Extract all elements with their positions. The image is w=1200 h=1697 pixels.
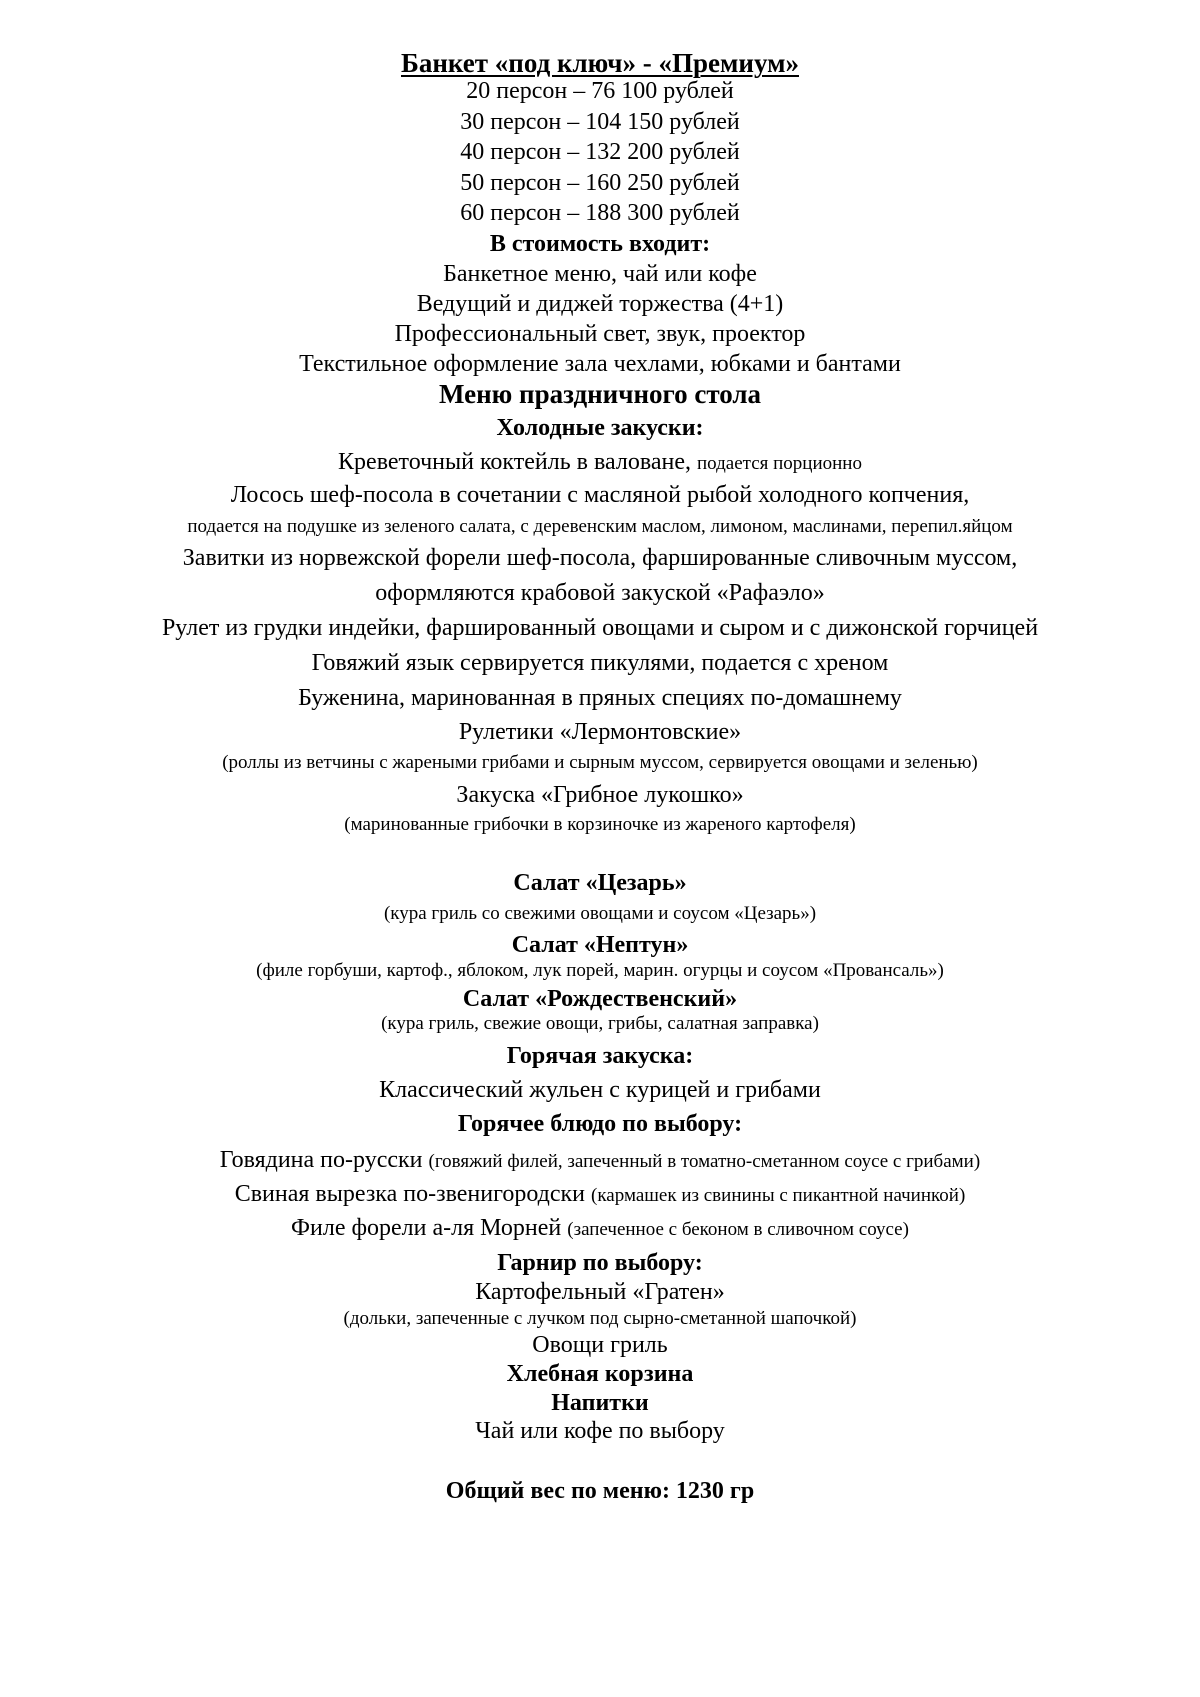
menu-item-name: Овощи гриль xyxy=(532,1332,668,1358)
salad-name: Салат «Цезарь» xyxy=(513,870,687,896)
menu-item-name: Рулетики «Лермонтовские» xyxy=(458,719,742,745)
price-line: 60 персон – 188 300 рублей xyxy=(460,200,740,226)
menu-item-name: Картофельный «Гратен» xyxy=(475,1279,725,1305)
menu-item xyxy=(0,1182,1200,1206)
menu-item-name: Креветочный коктейль в валоване, xyxy=(338,449,698,475)
menu-item-name: Буженина, маринованная в пряных специях по-домашнему xyxy=(298,685,902,711)
menu-item-note: (говяжий филей, запеченный в томатно-сметанном соусе с грибами) xyxy=(428,1151,981,1172)
salad-name: Салат «Рождественский» xyxy=(462,986,738,1012)
menu-item-note: подается на подушке из зеленого салата, с деревенским маслом, лимоном, маслинами, перепил.яйцом xyxy=(187,516,1013,537)
price-line: 40 персон – 132 200 рублей xyxy=(460,139,740,165)
menu-item xyxy=(0,450,1200,474)
menu-item-name: Закуска «Грибное лукошко» xyxy=(456,782,744,808)
menu-item-name: Филе форели а-ля Морней xyxy=(291,1215,568,1241)
menu-item-note: (дольки, запеченные с лучком под сырно-сметанной шапочкой) xyxy=(343,1308,857,1329)
menu-item xyxy=(0,1216,1200,1240)
salad-note: (кура гриль со свежими овощами и соусом «Цезарь») xyxy=(383,903,817,924)
hot-dish-heading: Горячее блюдо по выбору: xyxy=(457,1111,743,1137)
total-weight: Общий вес по меню: 1230 гр xyxy=(445,1478,755,1504)
salad-name: Салат «Нептун» xyxy=(511,932,689,958)
included-item: Текстильное оформление зала чехлами, юбками и бантами xyxy=(299,351,901,377)
menu-item xyxy=(0,1148,1200,1172)
menu-item-note: (роллы из ветчины с жареными грибами и сырным муссом, сервируется овощами и зеленью) xyxy=(222,752,978,773)
menu-item-name: Говядина по-русски xyxy=(219,1147,429,1173)
bread-heading: Хлебная корзина xyxy=(506,1361,694,1387)
price-line: 20 персон – 76 100 рублей xyxy=(466,78,734,104)
included-item: Профессиональный свет, звук, проектор xyxy=(394,321,806,347)
menu-item-note: (маринованные грибочки в корзиночке из жареного картофеля) xyxy=(344,814,856,835)
menu-item-note: подается порционно xyxy=(697,453,862,474)
menu-item-name: Завитки из норвежской форели шеф-посола, фаршированные сливочным муссом, xyxy=(182,545,1018,571)
menu-item-name: Чай или кофе по выбору xyxy=(475,1418,725,1444)
included-item: Банкетное меню, чай или кофе xyxy=(443,261,757,287)
menu-item-note: (запеченное с беконом в сливочном соусе) xyxy=(567,1219,909,1240)
salad-note: (кура гриль, свежие овощи, грибы, салатная заправка) xyxy=(381,1013,819,1034)
hot-snack-heading: Горячая закуска: xyxy=(506,1043,694,1069)
menu-item-name: оформляются крабовой закуской «Рафаэло» xyxy=(375,580,825,606)
menu-title: Меню праздничного стола xyxy=(438,379,762,409)
cold-snacks-heading: Холодные закуски: xyxy=(496,415,704,441)
included-item: Ведущий и диджей торжества (4+1) xyxy=(416,291,784,317)
garnish-heading: Гарнир по выбору: xyxy=(497,1250,703,1276)
menu-item-name: Классический жульен с курицей и грибами xyxy=(379,1077,821,1103)
menu-item-name: Рулет из грудки индейки, фаршированный овощами и сыром и с дижонской горчицей xyxy=(161,615,1039,641)
page-title: Банкет «под ключ» - «Премиум» xyxy=(401,48,799,78)
price-line: 30 персон – 104 150 рублей xyxy=(460,109,740,135)
menu-item-name: Говяжий язык сервируется пикулями, подается с хреном xyxy=(311,650,889,676)
menu-item-name: Лосось шеф-посола в сочетании с масляной рыбой холодного копчения, xyxy=(230,482,970,508)
salad-note: (филе горбуши, картоф., яблоком, лук порей, марин. огурцы и соусом «Провансаль») xyxy=(256,960,944,981)
included-heading: В стоимость входит: xyxy=(489,231,711,257)
price-line: 50 персон – 160 250 рублей xyxy=(460,170,740,196)
drinks-heading: Напитки xyxy=(551,1390,649,1416)
menu-item-note: (кармашек из свинины с пикантной начинкой) xyxy=(591,1185,966,1206)
menu-item-name: Свиная вырезка по-звенигородски xyxy=(234,1181,592,1207)
